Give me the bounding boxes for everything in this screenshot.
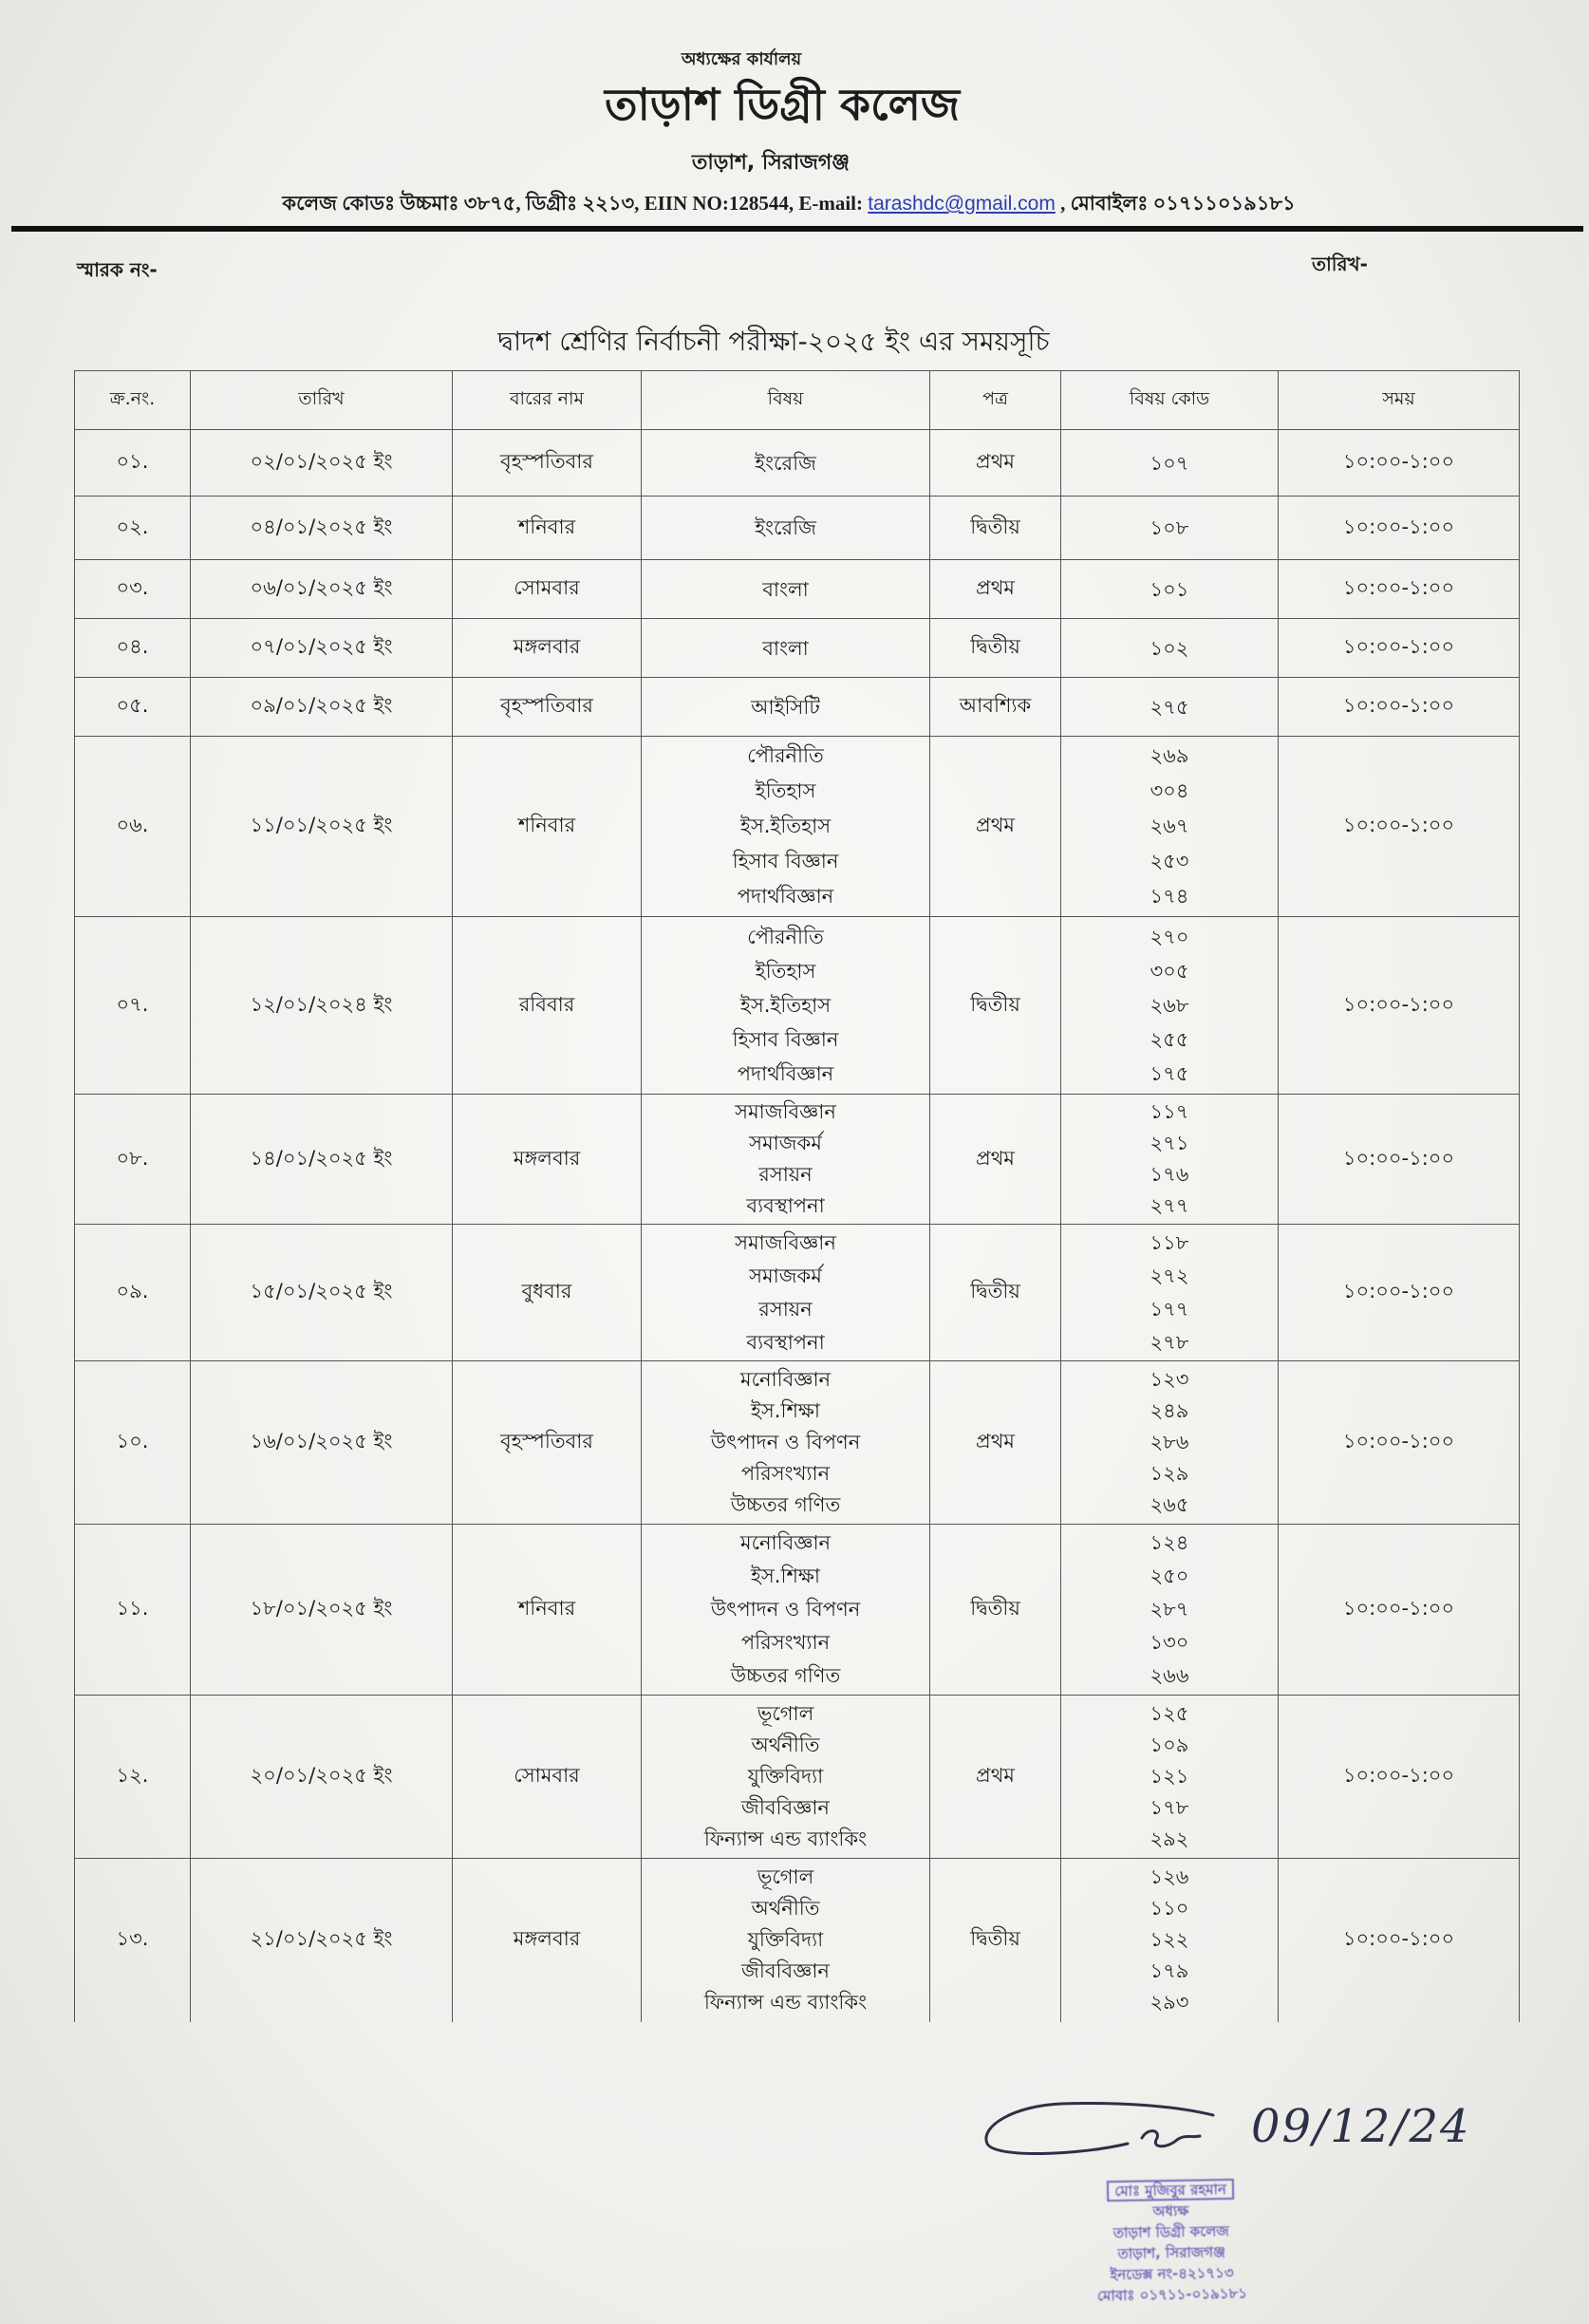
date-cell: ১১/০১/২০২৫ ইং	[191, 737, 453, 917]
table-row	[75, 917, 1520, 1095]
code-line: ১২৯	[1150, 1462, 1189, 1485]
subject-cell	[642, 560, 930, 619]
code-cell	[1061, 1525, 1279, 1696]
code-cell	[1061, 1095, 1279, 1225]
time-cell: ১০:০০-১:০০	[1279, 1361, 1520, 1525]
code-line: ১০৭	[1150, 451, 1189, 475]
code-line: ২৭১	[1150, 1132, 1189, 1154]
subject-line: পৌরনীতি	[747, 926, 824, 948]
code-line: ১২৩	[1150, 1368, 1189, 1391]
table-row	[75, 560, 1520, 619]
stamp-line: ইনডেক্স নং-৪২১৭১৩	[1110, 2263, 1234, 2284]
stamp-line: মোবাঃ ০১৭১১-০১৯১৮১	[1096, 2284, 1248, 2305]
code-line: ২৮৬	[1150, 1431, 1189, 1453]
subject-line: বাংলা	[762, 577, 809, 601]
paper-cell: প্রথম	[930, 1696, 1061, 1859]
subject-line: ভূগোল	[757, 1702, 814, 1725]
college-address: তাড়াশ, সিরাজগঞ্জ	[691, 151, 851, 175]
date-cell: ০২/০১/২০২৫ ইং	[191, 430, 453, 497]
serial-cell: ০১.	[75, 430, 191, 497]
code-line: ২৭৮	[1150, 1330, 1189, 1354]
subject-line: পরিসংখ্যান	[740, 1462, 831, 1485]
subject-line: মনোবিজ্ঞান	[739, 1531, 832, 1554]
subject-line: জীববিজ্ঞান	[741, 1796, 830, 1819]
subject-line: সমাজকর্ম	[749, 1264, 822, 1287]
subject-cell	[642, 1525, 930, 1696]
code-line: ২৭৭	[1150, 1194, 1189, 1217]
subject-line: হিসাব বিজ্ঞান	[732, 850, 839, 872]
subject-line: উচ্চতর গণিত	[730, 1664, 841, 1687]
time-cell: ১০:০০-১:০০	[1279, 1095, 1520, 1225]
serial-cell: ১৩.	[75, 1859, 191, 2022]
subject-line: ইংরেজি	[755, 516, 816, 539]
signature-date: 09/12/24	[1251, 2100, 1471, 2153]
code-cell	[1061, 678, 1279, 737]
subject-line: ইংরেজি	[755, 451, 816, 475]
office-label: অধ্যক্ষের কার্যালয়	[681, 49, 802, 69]
day-cell: বুধবার	[453, 1225, 642, 1361]
code-line: ৩০৫	[1150, 960, 1189, 983]
subject-line: হিসাব বিজ্ঞান	[732, 1028, 839, 1051]
column-header-subject: বিষয়	[642, 371, 930, 430]
code-line: ২৬৭	[1150, 815, 1189, 837]
day-cell: সোমবার	[453, 1696, 642, 1859]
code-line: ১২৪	[1150, 1531, 1189, 1554]
subject-line: যুক্তিবিদ্যা	[747, 1928, 824, 1952]
serial-cell: ১১.	[75, 1525, 191, 1696]
code-line: ১০২	[1150, 636, 1189, 660]
signature	[976, 2081, 1261, 2185]
college-info-line	[0, 188, 1578, 221]
table-row	[75, 1859, 1520, 2022]
subject-line: পরিসংখ্যান	[740, 1631, 831, 1654]
subject-line: অর্থনীতি	[751, 1897, 820, 1921]
subject-line: সমাজবিজ্ঞান	[735, 1230, 836, 1254]
subject-line: ফিন্যান্স এন্ড ব্যাংকিং	[703, 1991, 868, 2015]
paper-cell: প্রথম	[930, 1361, 1061, 1525]
subject-line: ইস.শিক্ষা	[750, 1565, 820, 1587]
day-cell: শনিবার	[453, 1525, 642, 1696]
code-line: ১৭৯	[1150, 1959, 1189, 1983]
paper-cell: দ্বিতীয়	[930, 917, 1061, 1095]
date-cell: ১৬/০১/২০২৫ ইং	[191, 1361, 453, 1525]
code-cell	[1061, 1225, 1279, 1361]
date-cell: ০৪/০১/২০২৫ ইং	[191, 497, 453, 560]
college-codes: কলেজ কোডঃ উচ্চমাঃ ৩৮৭৫, ডিগ্রীঃ ২২১৩, EIIN NO:128544, E-mail:	[282, 192, 869, 215]
code-line: ২৬৮	[1150, 994, 1189, 1017]
day-cell: মঙ্গলবার	[453, 619, 642, 678]
column-header-time: সময়	[1279, 371, 1520, 430]
subject-line: পৌরনীতি	[747, 744, 824, 767]
time-cell: ১০:০০-১:০০	[1279, 1696, 1520, 1859]
time-cell: ১০:০০-১:০০	[1279, 737, 1520, 917]
code-line: ২৯২	[1150, 1827, 1189, 1850]
code-line: ১৭৮	[1150, 1796, 1189, 1819]
code-line: ১১৭	[1150, 1100, 1189, 1123]
table-row	[75, 430, 1520, 497]
stamp-line: মোঃ মুজিবুর রহমান	[1107, 2179, 1234, 2202]
subject-cell	[642, 917, 930, 1095]
code-line: ২৪৯	[1150, 1399, 1189, 1422]
code-line: ১৭৪	[1150, 885, 1189, 908]
paper-cell: দ্বিতীয়	[930, 1859, 1061, 2022]
date-cell: ২১/০১/২০২৫ ইং	[191, 1859, 453, 2022]
code-line: ১৭৫	[1150, 1062, 1189, 1085]
subject-line: বাংলা	[762, 636, 809, 660]
college-name: তাড়াশ ডিগ্রী কলেজ	[604, 79, 960, 130]
serial-cell: ১২.	[75, 1696, 191, 1859]
table-row	[75, 1696, 1520, 1859]
subject-cell	[642, 497, 930, 560]
subject-line: ইস.শিক্ষা	[750, 1399, 820, 1422]
principal-stamp	[1041, 2178, 1301, 2308]
table-row	[75, 737, 1520, 917]
paper-cell: দ্বিতীয়	[930, 619, 1061, 678]
table-row	[75, 678, 1520, 737]
code-line: ২৫৫	[1150, 1028, 1189, 1051]
serial-cell: ০২.	[75, 497, 191, 560]
email-link[interactable]: tarashdc@gmail.com	[868, 193, 1056, 215]
code-cell	[1061, 497, 1279, 560]
time-cell: ১০:০০-১:০০	[1279, 1525, 1520, 1696]
code-line: ২৯৩	[1150, 1991, 1189, 2015]
subject-line: মনোবিজ্ঞান	[739, 1368, 832, 1391]
code-line: ১২২	[1150, 1928, 1189, 1952]
subject-line: ইতিহাস	[755, 779, 816, 802]
subject-line: আইসিটি	[751, 695, 820, 719]
time-cell: ১০:০০-১:০০	[1279, 678, 1520, 737]
code-line: ১২৫	[1150, 1702, 1189, 1725]
column-header-serial: ক্র.নং.	[75, 371, 191, 430]
subject-line: জীববিজ্ঞান	[741, 1959, 830, 1983]
code-line: ১১০	[1150, 1897, 1189, 1921]
column-header-day: বারের নাম	[453, 371, 642, 430]
header-divider	[11, 226, 1583, 232]
time-cell: ১০:০০-১:০০	[1279, 917, 1520, 1095]
serial-cell: ০৯.	[75, 1225, 191, 1361]
code-cell	[1061, 1696, 1279, 1859]
subject-line: রসায়ন	[758, 1163, 813, 1186]
date-cell: ২০/০১/২০২৫ ইং	[191, 1696, 453, 1859]
subject-line: ব্যবস্থাপনা	[746, 1194, 825, 1217]
code-line: ২৭৫	[1150, 695, 1189, 719]
subject-cell	[642, 1095, 930, 1225]
time-cell: ১০:০০-১:০০	[1279, 430, 1520, 497]
paper-cell: প্রথম	[930, 560, 1061, 619]
table-row	[75, 619, 1520, 678]
date-cell: ১৪/০১/২০২৫ ইং	[191, 1095, 453, 1225]
subject-cell	[642, 737, 930, 917]
time-cell: ১০:০০-১:০০	[1279, 560, 1520, 619]
serial-cell: ০৭.	[75, 917, 191, 1095]
day-cell: শনিবার	[453, 497, 642, 560]
time-cell: ১০:০০-১:০০	[1279, 619, 1520, 678]
day-cell: বৃহস্পতিবার	[453, 1361, 642, 1525]
code-line: ১০৯	[1150, 1734, 1189, 1756]
code-cell	[1061, 737, 1279, 917]
table-row	[75, 1225, 1520, 1361]
code-cell	[1061, 619, 1279, 678]
code-cell	[1061, 560, 1279, 619]
column-header-paper: পত্র	[930, 371, 1061, 430]
stamp-line: অধ্যক্ষ	[1152, 2202, 1189, 2221]
subject-cell	[642, 1361, 930, 1525]
table-row	[75, 1525, 1520, 1696]
memo-date-label: তারিখ-	[1312, 253, 1368, 275]
code-line: ১১৮	[1150, 1230, 1189, 1254]
code-line: ২৮৭	[1150, 1598, 1189, 1621]
serial-cell: ০৫.	[75, 678, 191, 737]
code-line: ২৬৯	[1150, 744, 1189, 767]
exam-schedule-table	[74, 370, 1520, 2022]
time-cell: ১০:০০-১:০০	[1279, 1859, 1520, 2022]
day-cell: সোমবার	[453, 560, 642, 619]
subject-cell	[642, 678, 930, 737]
paper-cell: প্রথম	[930, 1095, 1061, 1225]
subject-cell	[642, 1859, 930, 2022]
code-line: ২৫৩	[1150, 850, 1189, 872]
code-line: ২৬৬	[1150, 1664, 1189, 1687]
subject-line: সমাজবিজ্ঞান	[735, 1100, 836, 1123]
subject-line: রসায়ন	[758, 1297, 813, 1321]
code-line: ২৬৫	[1150, 1493, 1189, 1516]
schedule-title: দ্বাদশ শ্রেণির নির্বাচনী পরীক্ষা-২০২৫ ইং এর সময়সূচি	[497, 326, 1050, 357]
code-cell	[1061, 1859, 1279, 2022]
day-cell: মঙ্গলবার	[453, 1859, 642, 2022]
code-line: ১০১	[1150, 577, 1189, 601]
subject-line: যুক্তিবিদ্যা	[747, 1765, 824, 1788]
day-cell: শনিবার	[453, 737, 642, 917]
time-cell: ১০:০০-১:০০	[1279, 497, 1520, 560]
serial-cell: ০৬.	[75, 737, 191, 917]
subject-line: অর্থনীতি	[751, 1734, 820, 1756]
college-mobile: , মোবাইলঃ ০১৭১১০১৯১৮১	[1055, 192, 1296, 215]
code-cell	[1061, 1361, 1279, 1525]
date-cell: ১৮/০১/২০২৫ ইং	[191, 1525, 453, 1696]
paper-cell: আবশ্যিক	[930, 678, 1061, 737]
stamp-line: তাড়াশ, সিরাজগঞ্জ	[1117, 2243, 1225, 2262]
code-line: ৩০৪	[1150, 779, 1189, 802]
subject-line: ফিন্যান্স এন্ড ব্যাংকিং	[703, 1827, 868, 1850]
day-cell: মঙ্গলবার	[453, 1095, 642, 1225]
code-line: ১৩০	[1150, 1631, 1189, 1654]
stamp-line: তাড়াশ ডিগ্রী কলেজ	[1112, 2221, 1229, 2242]
code-line: ১৭৭	[1150, 1297, 1189, 1321]
subject-line: সমাজকর্ম	[749, 1132, 822, 1154]
code-cell	[1061, 430, 1279, 497]
column-header-date: তারিখ	[191, 371, 453, 430]
subject-line: উৎপাদন ও বিপণন	[710, 1431, 861, 1453]
subject-cell	[642, 430, 930, 497]
code-line: ১৭৬	[1150, 1163, 1189, 1186]
serial-cell: ০৩.	[75, 560, 191, 619]
paper-cell: দ্বিতীয়	[930, 1225, 1061, 1361]
code-line: ২৭০	[1150, 926, 1189, 948]
column-header-subject-code: বিষয় কোড	[1061, 371, 1279, 430]
subject-line: ব্যবস্থাপনা	[746, 1330, 825, 1354]
subject-cell	[642, 1696, 930, 1859]
subject-line: উচ্চতর গণিত	[730, 1493, 841, 1516]
subject-line: ভূগোল	[757, 1865, 814, 1889]
serial-cell: ০৪.	[75, 619, 191, 678]
code-line: ২৭২	[1150, 1264, 1189, 1287]
paper-cell: প্রথম	[930, 430, 1061, 497]
date-cell: ০৭/০১/২০২৫ ইং	[191, 619, 453, 678]
code-line: ১০৮	[1150, 516, 1189, 539]
code-line: ২৫০	[1150, 1565, 1189, 1587]
subject-cell	[642, 619, 930, 678]
subject-line: পদার্থবিজ্ঞান	[737, 1062, 834, 1085]
subject-line: ইস.ইতিহাস	[739, 815, 832, 837]
serial-cell: ০৮.	[75, 1095, 191, 1225]
serial-cell: ১০.	[75, 1361, 191, 1525]
paper-cell: প্রথম	[930, 737, 1061, 917]
date-cell: ০৯/০১/২০২৫ ইং	[191, 678, 453, 737]
table-header-row	[75, 371, 1520, 430]
code-line: ১২১	[1150, 1765, 1189, 1788]
memo-number-label: স্মারক নং-	[77, 258, 158, 281]
time-cell: ১০:০০-১:০০	[1279, 1225, 1520, 1361]
day-cell: বৃহস্পতিবার	[453, 678, 642, 737]
subject-cell	[642, 1225, 930, 1361]
paper-cell: দ্বিতীয়	[930, 497, 1061, 560]
subject-line: পদার্থবিজ্ঞান	[737, 885, 834, 908]
date-cell: ১২/০১/২০২৪ ইং	[191, 917, 453, 1095]
day-cell: বৃহস্পতিবার	[453, 430, 642, 497]
table-row	[75, 1361, 1520, 1525]
code-cell	[1061, 917, 1279, 1095]
table-row	[75, 497, 1520, 560]
date-cell: ১৫/০১/২০২৫ ইং	[191, 1225, 453, 1361]
table-row	[75, 1095, 1520, 1225]
paper-cell: দ্বিতীয়	[930, 1525, 1061, 1696]
subject-line: ইতিহাস	[755, 960, 816, 983]
subject-line: উৎপাদন ও বিপণন	[710, 1598, 861, 1621]
subject-line: ইস.ইতিহাস	[739, 994, 832, 1017]
day-cell: রবিবার	[453, 917, 642, 1095]
code-line: ১২৬	[1150, 1865, 1189, 1889]
date-cell: ০৬/০১/২০২৫ ইং	[191, 560, 453, 619]
